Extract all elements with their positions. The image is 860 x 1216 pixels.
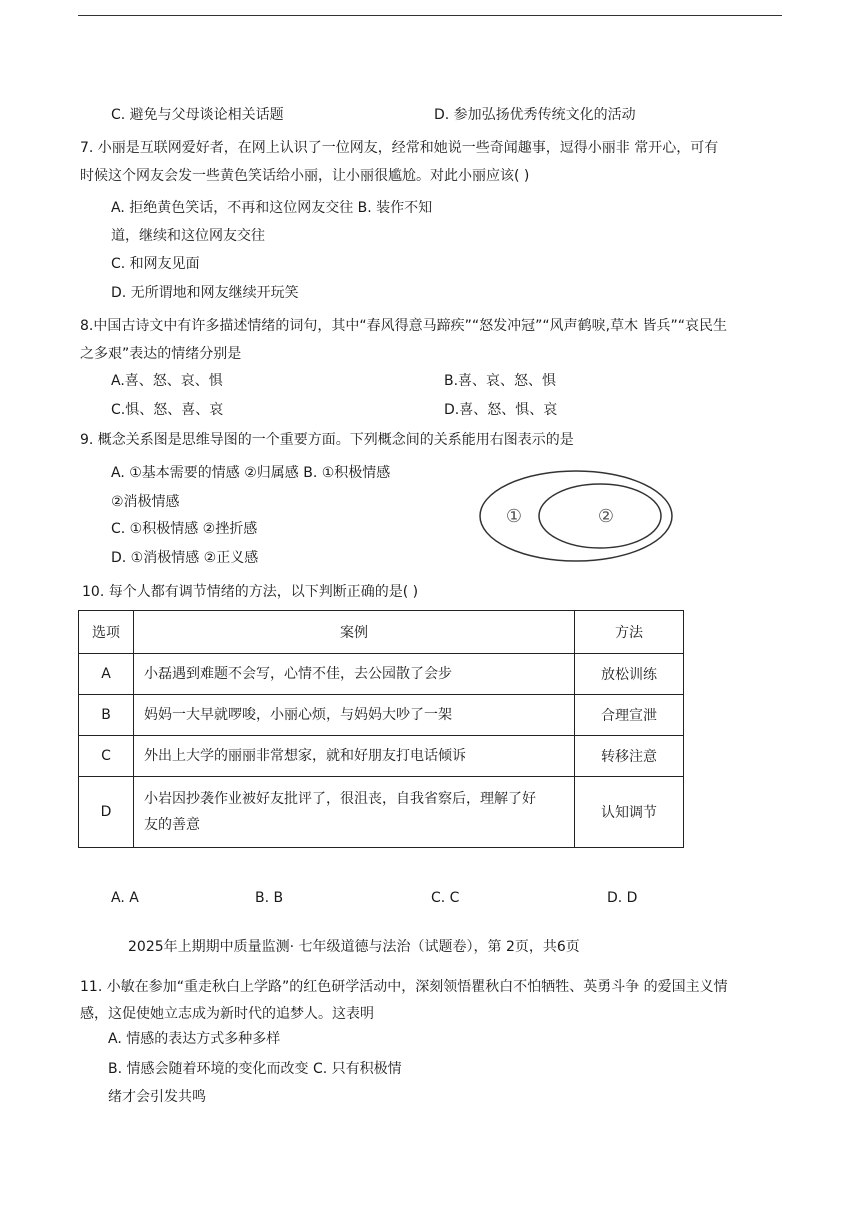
q6-option-d: D. 参加弘扬优秀传统文化的活动 — [434, 107, 636, 123]
table-row — [79, 695, 684, 736]
q7-stem-line2: 时候这个网友会发一些黄色笑话给小丽，让小丽很尴尬。对此小丽应该( ) — [80, 168, 530, 184]
q6-option-c: C. 避免与父母谈论相关话题 — [111, 107, 284, 123]
q11-option-a: A. 情感的表达方式多种多样 — [108, 1031, 281, 1047]
page-footer: 2025年上期期中质量监测· 七年级道德与法治（试题卷），第 2页，共6页 — [128, 939, 580, 955]
q9-option-c: C. ①积极情感 ②挫折感 — [111, 521, 258, 537]
header-case: 案例 — [134, 611, 575, 654]
row-case — [134, 777, 575, 848]
row-option: D — [79, 777, 134, 848]
q7-options-line2: 道，继续和这位网友交往 — [111, 228, 265, 244]
q8-option-d: D.喜、怒、惧、哀 — [444, 402, 558, 418]
q10-option-d: D. D — [607, 890, 638, 906]
row-option: B — [79, 695, 134, 736]
row-case-line2: 友的善意 — [144, 817, 200, 833]
table-row — [79, 654, 684, 695]
q8-stem-line2: 之多艰”表达的情绪分别是 — [80, 346, 242, 362]
q7-option-d: D. 无所谓地和网友继续开玩笑 — [111, 285, 299, 301]
q11-stem-line2: 感，这促使她立志成为新时代的追梦人。这表明 — [80, 1006, 374, 1022]
row-method: 合理宣泄 — [575, 695, 684, 736]
q7-options-line1: A. 拒绝黄色笑话，不再和这位网友交往 B. 装作不知 — [111, 200, 433, 216]
header-method: 方法 — [575, 611, 684, 654]
q7-stem-line1: 7. 小丽是互联网爱好者，在网上认识了一位网友，经常和她说一些奇闻趣事，逗得小丽非 常开心，可有 — [80, 140, 719, 156]
row-case: 外出上大学的丽丽非常想家，就和好朋友打电话倾诉 — [134, 736, 575, 777]
header-rule — [78, 15, 782, 16]
q8-option-b: B.喜、哀、怒、惧 — [444, 373, 557, 389]
row-option: A — [79, 654, 134, 695]
q8-stem-line1: 8.中国古诗文中有许多描述情绪的词句，其中“春风得意马蹄疾”“怒发冲冠”“风声鹤唳,草木 皆兵”“哀民生 — [80, 318, 728, 334]
q11-options-line1: B. 情感会随着环境的变化而改变 C. 只有积极情 — [108, 1061, 402, 1077]
row-method: 转移注意 — [575, 736, 684, 777]
row-case: 小磊遇到难题不会写，心情不佳，去公园散了会步 — [134, 654, 575, 695]
q10-table — [78, 610, 684, 848]
table-header-row — [79, 611, 684, 654]
q10-option-a: A. A — [111, 890, 139, 906]
q10-option-c: C. C — [431, 890, 460, 906]
row-case-line1: 小岩因抄袭作业被好友批评了，很沮丧，自我省察后，理解了好 — [144, 791, 536, 807]
q10-stem: 10. 每个人都有调节情绪的方法，以下判断正确的是( ) — [82, 584, 419, 600]
row-case: 妈妈一大早就啰唆，小丽心烦，与妈妈大吵了一架 — [134, 695, 575, 736]
q9-stem: 9. 概念关系图是思维导图的一个重要方面。下列概念间的关系能用右图表示的是 — [80, 432, 574, 448]
venn-inner-label: ② — [597, 506, 615, 527]
header-option: 选项 — [79, 611, 134, 654]
row-method: 放松训练 — [575, 654, 684, 695]
q8-option-c: C.惧、怒、喜、哀 — [111, 402, 224, 418]
row-method: 认知调节 — [575, 777, 684, 848]
q8-option-a: A.喜、怒、哀、惧 — [111, 373, 223, 389]
q9-option-d: D. ①消极情感 ②正义感 — [111, 550, 259, 566]
q9-options-line1: A. ①基本需要的情感 ②归属感 B. ①积极情感 — [111, 465, 391, 481]
q10-option-b: B. B — [255, 890, 284, 906]
q11-stem-line1: 11. 小敏在参加“重走秋白上学路”的红色研学活动中，深刻领悟瞿秋白不怕牺牲、英勇斗争 的爱国主义情 — [80, 979, 728, 995]
q7-option-c: C. 和网友见面 — [111, 256, 200, 272]
q9-options-line2: ②消极情感 — [111, 494, 180, 510]
table-row — [79, 777, 684, 848]
q11-options-line2: 绪才会引发共鸣 — [108, 1089, 206, 1105]
venn-diagram — [476, 466, 676, 566]
venn-outer-label: ① — [505, 506, 523, 527]
table-row — [79, 736, 684, 777]
row-option: C — [79, 736, 134, 777]
